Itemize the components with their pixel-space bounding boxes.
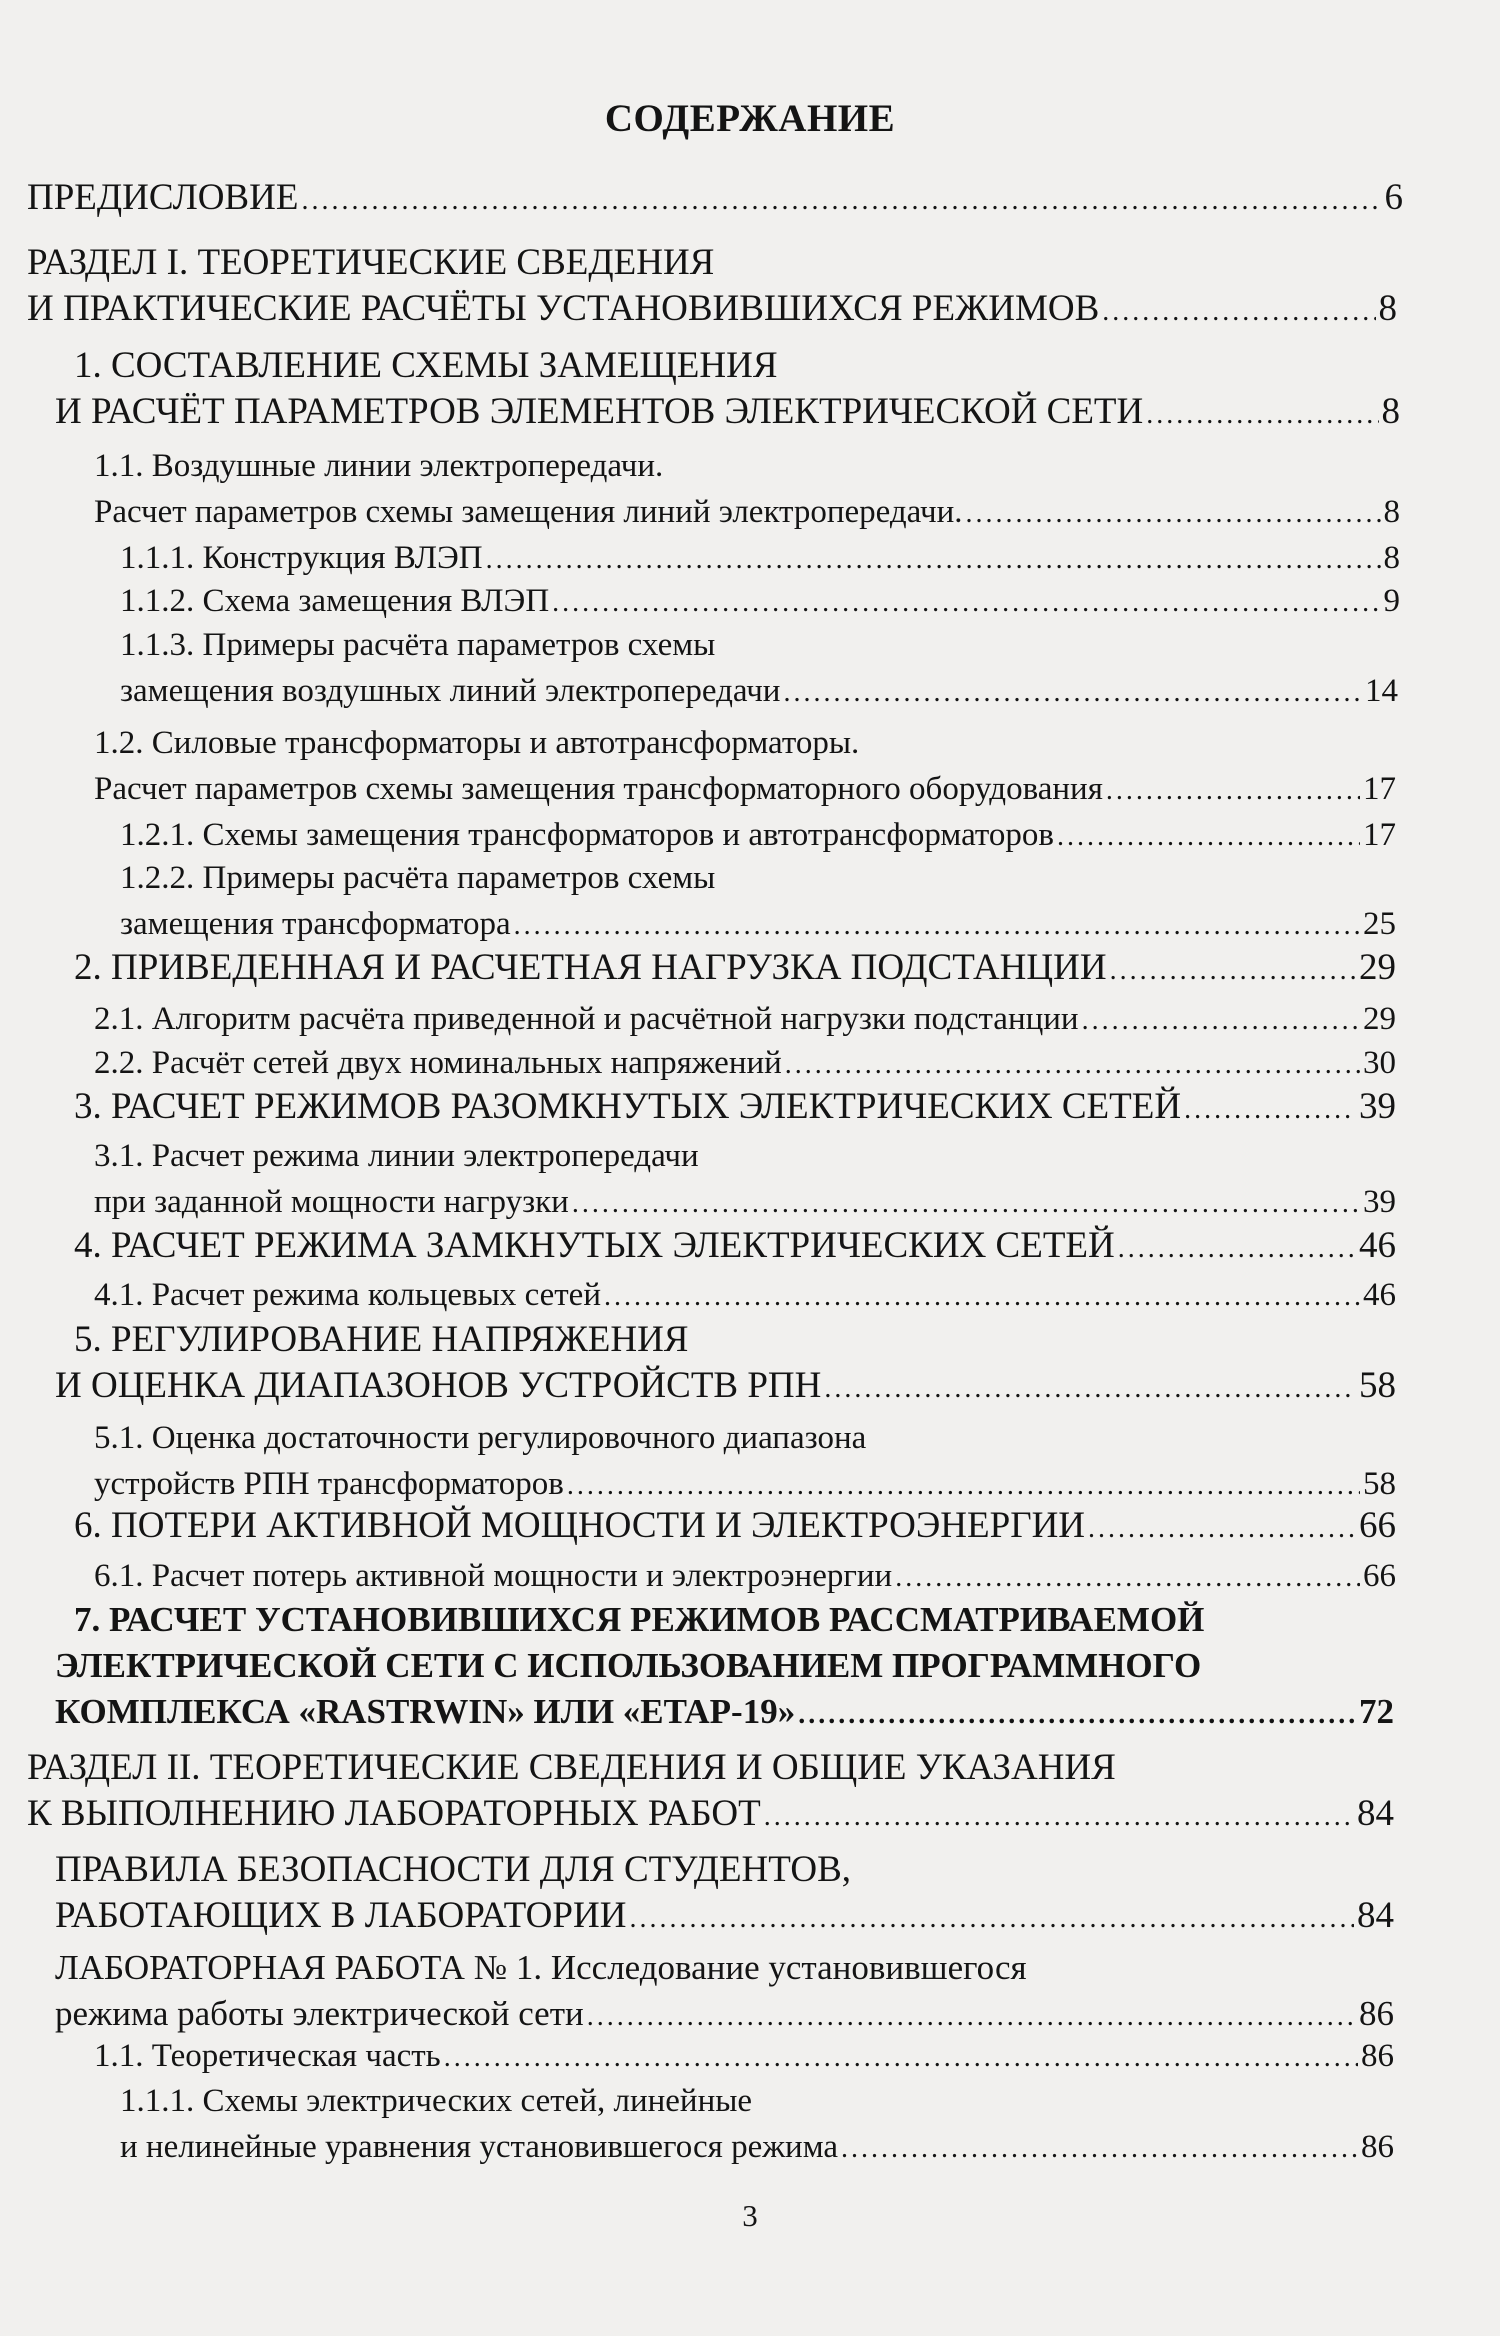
toc-page-number: 86 [1361, 2038, 1394, 2074]
toc-entry-text: 6.1. Расчет потерь активной мощности и электроэнергии [94, 1558, 893, 1594]
toc-entry-text: И ОЦЕНКА ДИАПАЗОНОВ УСТРОЙСТВ РПН [55, 1365, 822, 1406]
toc-entry-text: 3. РАСЧЕТ РЕЖИМОВ РАЗОМКНУТЫХ ЭЛЕКТРИЧЕСКИХ СЕТЕЙ [74, 1086, 1182, 1127]
toc-page-number: 29 [1359, 947, 1396, 988]
toc-page-number: 9 [1383, 583, 1400, 619]
toc-entry-text: ЛАБОРАТОРНАЯ РАБОТА № 1. Исследование установившегося [55, 1948, 1027, 1987]
dot-leader [824, 1366, 1356, 1409]
toc-entry-text: замещения воздушных линий электропередачи [120, 673, 781, 709]
toc-page-number: 25 [1363, 906, 1396, 942]
dot-leader [764, 1794, 1354, 1837]
toc-page-number: 46 [1359, 1225, 1396, 1266]
dot-leader [552, 580, 1380, 624]
dot-leader [629, 1896, 1354, 1939]
toc-entry-text: и нелинейные уравнения установившегося режима [120, 2129, 839, 2165]
dot-leader [1118, 1226, 1356, 1269]
page-number: 3 [742, 2198, 758, 2233]
toc-entry-text: 1.1. Воздушные линии электропередачи. [94, 448, 664, 484]
toc-page-number: 46 [1363, 1277, 1396, 1313]
dot-leader [841, 2126, 1358, 2170]
toc-page-number: 66 [1359, 1505, 1396, 1546]
toc-entry-text: 1.1.1. Конструкция ВЛЭП [120, 540, 483, 576]
toc-entry-text: 5. РЕГУЛИРОВАНИЕ НАПРЯЖЕНИЯ [74, 1319, 689, 1360]
toc-entry-text: ПРАВИЛА БЕЗОПАСНОСТИ ДЛЯ СТУДЕНТОВ, [55, 1849, 852, 1890]
dot-leader [1102, 289, 1375, 332]
toc-entry-text: РАЗДЕЛ I. ТЕОРЕТИЧЕСКИЕ СВЕДЕНИЯ [27, 242, 715, 283]
toc-page-number: 72 [1359, 1692, 1394, 1731]
toc-entry-text: К ВЫПОЛНЕНИЮ ЛАБОРАТОРНЫХ РАБОТ [27, 1793, 761, 1834]
toc-entry-text: 1.1.1. Схемы электрических сетей, линейные [120, 2083, 753, 2119]
toc-entry-text: 5.1. Оценка достаточности регулировочного диапазона [94, 1420, 867, 1456]
toc-page-number: 8 [1383, 540, 1400, 576]
toc-page-number: 86 [1361, 2129, 1394, 2165]
toc-page-number: 6 [1384, 177, 1403, 218]
toc-entry-text: 1.1.2. Схема замещения ВЛЭП [120, 583, 550, 619]
dot-leader [1106, 768, 1360, 812]
toc-entry-text: И РАСЧЁТ ПАРАМЕТРОВ ЭЛЕМЕНТОВ ЭЛЕКТРИЧЕСКОЙ СЕТИ [55, 391, 1144, 432]
toc-entry-text: 7. РАСЧЕТ УСТАНОВИВШИХСЯ РЕЖИМОВ РАССМАТРИВАЕМОЙ [74, 1600, 1205, 1639]
toc-entry-text: 4.1. Расчет режима кольцевых сетей [94, 1277, 601, 1313]
toc-entry-text: 3.1. Расчет режима линии электропередачи [94, 1138, 699, 1174]
toc-page-number: 8 [1381, 391, 1400, 432]
toc-page-number: 8 [1378, 288, 1397, 329]
toc-entry-text: 1.1. Теоретическая часть [94, 2038, 441, 2074]
dot-leader [1082, 998, 1360, 1042]
toc-entry-text: устройств РПН трансформаторов [94, 1466, 564, 1502]
toc-page-number: 84 [1357, 1895, 1394, 1936]
dot-leader [895, 1555, 1360, 1599]
toc-page-number: 30 [1363, 1045, 1396, 1081]
dot-leader [1057, 814, 1360, 858]
toc-page-number: 66 [1363, 1558, 1396, 1594]
toc-entry-text: КОМПЛЕКСА «RASTRWIN» ИЛИ «ETAP-19» [55, 1692, 796, 1731]
toc-page-number: 17 [1363, 771, 1396, 807]
toc-page-number: 39 [1359, 1086, 1396, 1127]
dot-leader [301, 178, 1381, 221]
toc-entry-text: при заданной мощности нагрузки [94, 1184, 569, 1220]
toc-entry-text: И ПРАКТИЧЕСКИЕ РАСЧЁТЫ УСТАНОВИВШИХСЯ РЕЖИМОВ [27, 288, 1100, 329]
dot-leader [486, 537, 1381, 581]
toc-page-number: 17 [1363, 817, 1396, 853]
dot-leader [514, 903, 1360, 947]
toc-page-number: 84 [1357, 1793, 1394, 1834]
dot-leader [783, 670, 1362, 714]
toc-page-number: 14 [1365, 673, 1398, 709]
toc-entry-text: 6. ПОТЕРИ АКТИВНОЙ МОЩНОСТИ И ЭЛЕКТРОЭНЕРГИИ [74, 1505, 1086, 1546]
toc-entry-text: 1.1.3. Примеры расчёта параметров схемы [120, 627, 716, 663]
toc-entry-text: 1.2.2. Примеры расчёта параметров схемы [120, 860, 716, 896]
dot-leader [567, 1463, 1360, 1507]
toc-page-number: 58 [1359, 1365, 1396, 1406]
toc-entry-text: 1.2. Силовые трансформаторы и автотрансформаторы. [94, 725, 860, 761]
toc-entry-text: 1.2.1. Схемы замещения трансформаторов и автотрансформаторов [120, 817, 1054, 853]
toc-page-number: 58 [1363, 1466, 1396, 1502]
dot-leader [966, 491, 1381, 535]
dot-leader [1146, 392, 1378, 435]
toc-entry-text: 2.2. Расчёт сетей двух номинальных напряжений [94, 1045, 782, 1081]
dot-leader [798, 1692, 1356, 1735]
toc-entry-text: Расчет параметров схемы замещения линий электропередачи. [94, 494, 963, 530]
toc-entry-text: 4. РАСЧЕТ РЕЖИМА ЗАМКНУТЫХ ЭЛЕКТРИЧЕСКИХ СЕТЕЙ [74, 1225, 1115, 1266]
toc-entry-text: Расчет параметров схемы замещения трансформаторного оборудования [94, 771, 1103, 807]
dot-leader [1184, 1087, 1356, 1130]
toc-page-number: 29 [1363, 1001, 1396, 1037]
dot-leader [587, 1994, 1356, 2037]
toc-entry-text: замещения трансформатора [120, 906, 511, 942]
dot-leader [1110, 948, 1356, 991]
toc-entry-text: ПРЕДИСЛОВИЕ [27, 177, 299, 218]
dot-leader [1088, 1506, 1356, 1549]
toc-page-number: 86 [1359, 1994, 1394, 2033]
toc-entry-text: 1. СОСТАВЛЕНИЕ СХЕМЫ ЗАМЕЩЕНИЯ [74, 345, 778, 386]
dot-leader [604, 1274, 1360, 1318]
toc-entry-text: ЭЛЕКТРИЧЕСКОЙ СЕТИ С ИСПОЛЬЗОВАНИЕМ ПРОГРАММНОГО [55, 1646, 1202, 1685]
toc-entry-text: режима работы электрической сети [55, 1994, 584, 2033]
toc-entry-text: 2. ПРИВЕДЕННАЯ И РАСЧЕТНАЯ НАГРУЗКА ПОДСТАНЦИИ [74, 947, 1107, 988]
toc-page-number: 39 [1363, 1184, 1396, 1220]
dot-leader [572, 1181, 1360, 1225]
toc-page-number: 8 [1383, 494, 1400, 530]
page-title: СОДЕРЖАНИЕ [604, 97, 896, 140]
toc-entry-text: РАБОТАЮЩИХ В ЛАБОРАТОРИИ [55, 1895, 627, 1936]
dot-leader [444, 2035, 1358, 2079]
toc-entry-text: РАЗДЕЛ II. ТЕОРЕТИЧЕСКИЕ СВЕДЕНИЯ И ОБЩИЕ УКАЗАНИЯ [27, 1747, 1116, 1788]
toc-entry-text: 2.1. Алгоритм расчёта приведенной и расчётной нагрузки подстанции [94, 1001, 1079, 1037]
dot-leader [785, 1042, 1360, 1086]
